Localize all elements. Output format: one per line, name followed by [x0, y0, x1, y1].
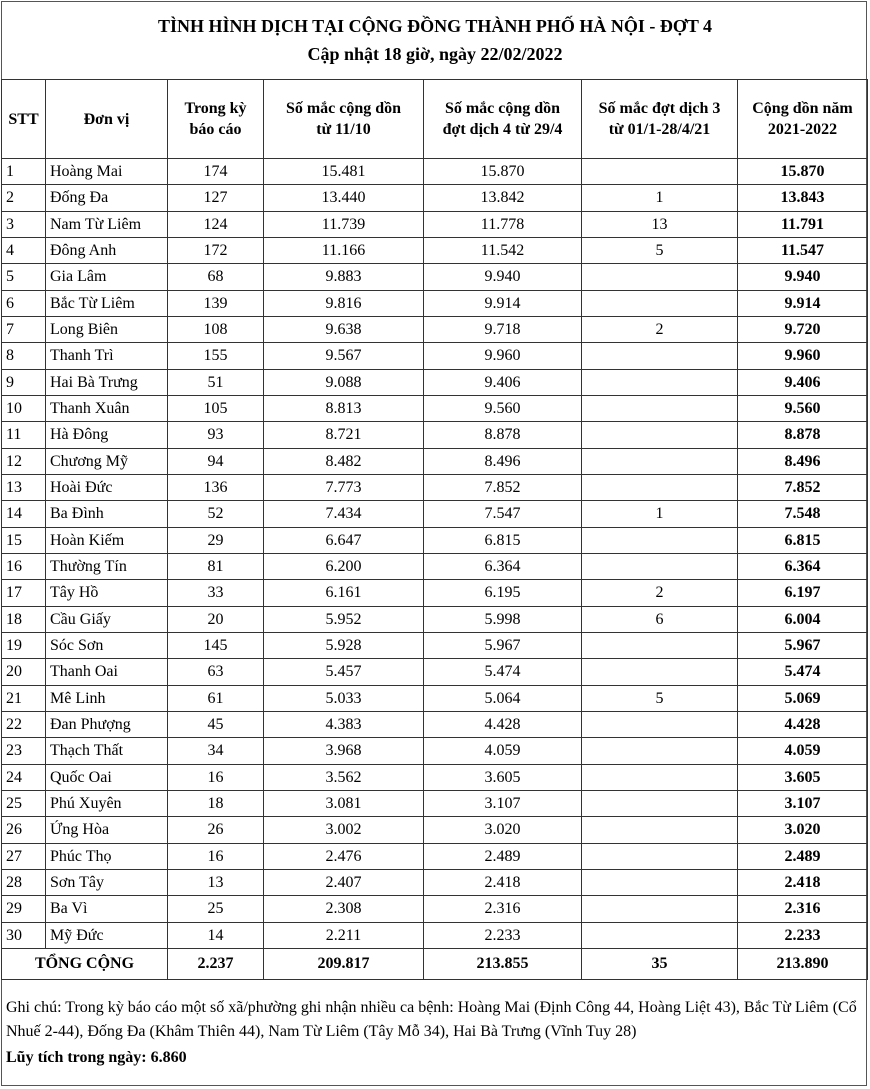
cell-period: 139 — [168, 290, 264, 316]
cell-unit: Ba Đình — [46, 501, 168, 527]
cell-wave4: 3.020 — [424, 817, 582, 843]
cell-stt: 3 — [2, 211, 46, 237]
cell-wave4: 9.406 — [424, 369, 582, 395]
total-label: TỔNG CỘNG — [2, 948, 168, 979]
header-wave3: Số mắc đợt dịch 3 từ 01/1-28/4/21 — [582, 80, 738, 159]
cell-unit: Đông Anh — [46, 237, 168, 263]
table-row — [2, 738, 868, 764]
cell-cumulative: 4.428 — [738, 711, 868, 737]
cell-stt: 16 — [2, 553, 46, 579]
cell-wave3: 2 — [582, 316, 738, 342]
cell-wave3 — [582, 896, 738, 922]
cell-wave4: 7.547 — [424, 501, 582, 527]
cases-table — [1, 79, 868, 980]
cell-period: 61 — [168, 685, 264, 711]
cell-unit: Thanh Trì — [46, 343, 168, 369]
header-row — [2, 80, 868, 159]
cell-period: 81 — [168, 553, 264, 579]
cell-stt: 17 — [2, 580, 46, 606]
cell-cumulative: 3.605 — [738, 764, 868, 790]
cell-since-1110: 9.883 — [264, 264, 424, 290]
cell-period: 20 — [168, 606, 264, 632]
cell-wave4: 8.878 — [424, 422, 582, 448]
cell-unit: Thanh Oai — [46, 659, 168, 685]
cell-unit: Phúc Thọ — [46, 843, 168, 869]
cell-wave4: 11.542 — [424, 237, 582, 263]
cell-cumulative: 6.197 — [738, 580, 868, 606]
cell-period: 155 — [168, 343, 264, 369]
cell-cumulative: 3.020 — [738, 817, 868, 843]
cell-since-1110: 7.434 — [264, 501, 424, 527]
cell-wave3 — [582, 159, 738, 185]
table-row — [2, 395, 868, 421]
cell-period: 108 — [168, 316, 264, 342]
cell-wave3 — [582, 632, 738, 658]
total-period: 2.237 — [168, 948, 264, 979]
cell-wave4: 9.914 — [424, 290, 582, 316]
cell-period: 94 — [168, 448, 264, 474]
table-body — [2, 159, 868, 949]
cell-wave3 — [582, 843, 738, 869]
cell-unit: Hai Bà Trưng — [46, 369, 168, 395]
cell-stt: 23 — [2, 738, 46, 764]
cell-since-1110: 9.567 — [264, 343, 424, 369]
cell-unit: Bắc Từ Liêm — [46, 290, 168, 316]
cell-since-1110: 2.211 — [264, 922, 424, 948]
cell-cumulative: 3.107 — [738, 790, 868, 816]
table-row — [2, 606, 868, 632]
table-row — [2, 501, 868, 527]
cell-stt: 12 — [2, 448, 46, 474]
cell-cumulative: 6.815 — [738, 527, 868, 553]
cell-wave4: 3.107 — [424, 790, 582, 816]
cell-since-1110: 4.383 — [264, 711, 424, 737]
cell-wave3 — [582, 369, 738, 395]
cell-wave4: 5.064 — [424, 685, 582, 711]
cell-stt: 6 — [2, 290, 46, 316]
cell-cumulative: 2.233 — [738, 922, 868, 948]
cell-unit: Phú Xuyên — [46, 790, 168, 816]
cell-cumulative: 7.852 — [738, 474, 868, 500]
cell-unit: Hoàng Mai — [46, 159, 168, 185]
cell-unit: Chương Mỹ — [46, 448, 168, 474]
cell-period: 45 — [168, 711, 264, 737]
cell-wave3: 6 — [582, 606, 738, 632]
cell-wave4: 2.418 — [424, 869, 582, 895]
cell-wave4: 13.842 — [424, 185, 582, 211]
cell-cumulative: 2.489 — [738, 843, 868, 869]
cell-since-1110: 8.482 — [264, 448, 424, 474]
cell-cumulative: 11.547 — [738, 237, 868, 263]
cell-wave3: 5 — [582, 237, 738, 263]
table-row — [2, 422, 868, 448]
cell-stt: 28 — [2, 869, 46, 895]
cell-period: 174 — [168, 159, 264, 185]
cell-period: 18 — [168, 790, 264, 816]
cell-since-1110: 9.638 — [264, 316, 424, 342]
table-row — [2, 817, 868, 843]
cell-since-1110: 2.308 — [264, 896, 424, 922]
cell-since-1110: 6.200 — [264, 553, 424, 579]
table-row — [2, 290, 868, 316]
cell-since-1110: 8.721 — [264, 422, 424, 448]
cell-wave4: 9.718 — [424, 316, 582, 342]
cell-stt: 13 — [2, 474, 46, 500]
cell-stt: 30 — [2, 922, 46, 948]
cell-period: 145 — [168, 632, 264, 658]
cell-unit: Ba Vì — [46, 896, 168, 922]
cell-stt: 1 — [2, 159, 46, 185]
cell-wave3 — [582, 474, 738, 500]
total-row — [2, 948, 868, 979]
cell-unit: Sơn Tây — [46, 869, 168, 895]
cell-cumulative: 8.496 — [738, 448, 868, 474]
cell-wave4: 5.967 — [424, 632, 582, 658]
cell-unit: Sóc Sơn — [46, 632, 168, 658]
cell-wave4: 6.195 — [424, 580, 582, 606]
cell-since-1110: 3.562 — [264, 764, 424, 790]
cell-period: 33 — [168, 580, 264, 606]
cell-unit: Cầu Giấy — [46, 606, 168, 632]
header-unit: Đơn vị — [46, 80, 168, 159]
table-row — [2, 211, 868, 237]
cell-stt: 27 — [2, 843, 46, 869]
cell-cumulative: 11.791 — [738, 211, 868, 237]
header-since-1110: Số mắc cộng dồn từ 11/10 — [264, 80, 424, 159]
cell-unit: Gia Lâm — [46, 264, 168, 290]
cell-wave3 — [582, 659, 738, 685]
footnote: Ghi chú: Trong kỳ báo cáo một số xã/phường ghi nhận nhiều ca bệnh: Hoàng Mai (Định Công 44, Hoàng Liệt 43), Bắc Từ Liêm (Cổ Nhuế 2-44), Đống Đa (Khâm Thiên 44), Nam Từ Liêm (Tây Mỗ 34), Hai Bà Trưng (Vĩnh Tuy 28) — [6, 999, 857, 1040]
cell-wave3 — [582, 711, 738, 737]
cell-wave3: 1 — [582, 501, 738, 527]
header-wave4: Số mắc cộng dồn đợt dịch 4 từ 29/4 — [424, 80, 582, 159]
cell-period: 63 — [168, 659, 264, 685]
cell-since-1110: 6.647 — [264, 527, 424, 553]
cell-stt: 7 — [2, 316, 46, 342]
cell-stt: 14 — [2, 501, 46, 527]
cell-wave3 — [582, 395, 738, 421]
cell-unit: Nam Từ Liêm — [46, 211, 168, 237]
table-row — [2, 474, 868, 500]
cell-wave4: 2.489 — [424, 843, 582, 869]
cell-wave3 — [582, 290, 738, 316]
cell-wave4: 7.852 — [424, 474, 582, 500]
cell-since-1110: 6.161 — [264, 580, 424, 606]
cell-stt: 24 — [2, 764, 46, 790]
table-row — [2, 843, 868, 869]
cell-stt: 9 — [2, 369, 46, 395]
total-since-1110: 209.817 — [264, 948, 424, 979]
cell-unit: Mê Linh — [46, 685, 168, 711]
cell-since-1110: 3.968 — [264, 738, 424, 764]
cell-cumulative: 5.069 — [738, 685, 868, 711]
cell-wave4: 3.605 — [424, 764, 582, 790]
cell-cumulative: 13.843 — [738, 185, 868, 211]
cell-since-1110: 8.813 — [264, 395, 424, 421]
cell-cumulative: 7.548 — [738, 501, 868, 527]
table-row — [2, 264, 868, 290]
total-wave3: 35 — [582, 948, 738, 979]
cell-period: 93 — [168, 422, 264, 448]
cell-since-1110: 5.928 — [264, 632, 424, 658]
cell-cumulative: 15.870 — [738, 159, 868, 185]
cell-wave4: 5.474 — [424, 659, 582, 685]
cell-wave3: 2 — [582, 580, 738, 606]
cell-unit: Mỹ Đức — [46, 922, 168, 948]
cell-cumulative: 5.967 — [738, 632, 868, 658]
cell-since-1110: 5.033 — [264, 685, 424, 711]
cell-since-1110: 11.739 — [264, 211, 424, 237]
cell-wave4: 4.428 — [424, 711, 582, 737]
table-row — [2, 764, 868, 790]
cell-stt: 18 — [2, 606, 46, 632]
cell-since-1110: 13.440 — [264, 185, 424, 211]
cell-unit: Thạch Thất — [46, 738, 168, 764]
cell-wave4: 11.778 — [424, 211, 582, 237]
cell-period: 16 — [168, 764, 264, 790]
cell-since-1110: 2.407 — [264, 869, 424, 895]
cell-wave3 — [582, 527, 738, 553]
cell-wave3 — [582, 869, 738, 895]
cell-wave4: 2.233 — [424, 922, 582, 948]
cell-stt: 11 — [2, 422, 46, 448]
cell-cumulative: 9.960 — [738, 343, 868, 369]
cell-unit: Ứng Hòa — [46, 817, 168, 843]
cell-unit: Đống Đa — [46, 185, 168, 211]
cell-wave4: 4.059 — [424, 738, 582, 764]
cell-wave4: 8.496 — [424, 448, 582, 474]
cell-since-1110: 3.081 — [264, 790, 424, 816]
cell-unit: Hoàn Kiếm — [46, 527, 168, 553]
cell-cumulative: 2.418 — [738, 869, 868, 895]
cell-wave3 — [582, 764, 738, 790]
cell-wave3: 13 — [582, 211, 738, 237]
cell-wave3 — [582, 422, 738, 448]
cell-since-1110: 15.481 — [264, 159, 424, 185]
cell-since-1110: 11.166 — [264, 237, 424, 263]
cell-period: 52 — [168, 501, 264, 527]
table-row — [2, 553, 868, 579]
cell-wave3 — [582, 922, 738, 948]
cell-stt: 4 — [2, 237, 46, 263]
cell-wave3: 1 — [582, 185, 738, 211]
cell-wave4: 9.560 — [424, 395, 582, 421]
cell-stt: 8 — [2, 343, 46, 369]
cell-cumulative: 9.914 — [738, 290, 868, 316]
cell-stt: 15 — [2, 527, 46, 553]
table-row — [2, 343, 868, 369]
cell-since-1110: 5.952 — [264, 606, 424, 632]
cell-cumulative: 9.940 — [738, 264, 868, 290]
cell-cumulative: 2.316 — [738, 896, 868, 922]
cell-period: 127 — [168, 185, 264, 211]
cell-stt: 20 — [2, 659, 46, 685]
cell-stt: 29 — [2, 896, 46, 922]
cell-since-1110: 9.088 — [264, 369, 424, 395]
cell-wave4: 6.364 — [424, 553, 582, 579]
cell-since-1110: 3.002 — [264, 817, 424, 843]
cell-wave4: 5.998 — [424, 606, 582, 632]
table-row — [2, 185, 868, 211]
cell-period: 172 — [168, 237, 264, 263]
table-row — [2, 159, 868, 185]
cell-cumulative: 4.059 — [738, 738, 868, 764]
cell-period: 68 — [168, 264, 264, 290]
cell-wave4: 2.316 — [424, 896, 582, 922]
table-row — [2, 711, 868, 737]
cell-wave4: 15.870 — [424, 159, 582, 185]
cell-stt: 2 — [2, 185, 46, 211]
table-row — [2, 869, 868, 895]
cell-period: 105 — [168, 395, 264, 421]
cell-stt: 5 — [2, 264, 46, 290]
cell-stt: 26 — [2, 817, 46, 843]
cell-wave3 — [582, 343, 738, 369]
header-cumulative: Cộng dồn năm 2021-2022 — [738, 80, 868, 159]
cell-wave3 — [582, 738, 738, 764]
page-subtitle: Cập nhật 18 giờ, ngày 22/02/2022 — [307, 44, 563, 64]
cell-wave3 — [582, 448, 738, 474]
cell-unit: Hoài Đức — [46, 474, 168, 500]
table-row — [2, 316, 868, 342]
table-row — [2, 685, 868, 711]
cell-period: 136 — [168, 474, 264, 500]
page-title: TÌNH HÌNH DỊCH TẠI CỘNG ĐỒNG THÀNH PHỐ HÀ NỘI - ĐỢT 4 — [157, 16, 713, 36]
table-row — [2, 632, 868, 658]
table-row — [2, 790, 868, 816]
cell-period: 13 — [168, 869, 264, 895]
cell-period: 26 — [168, 817, 264, 843]
cell-cumulative: 9.560 — [738, 395, 868, 421]
cell-unit: Tây Hồ — [46, 580, 168, 606]
table-row — [2, 922, 868, 948]
cell-stt: 22 — [2, 711, 46, 737]
cell-period: 25 — [168, 896, 264, 922]
header-period: Trong kỳ báo cáo — [168, 80, 264, 159]
table-row — [2, 369, 868, 395]
cell-stt: 19 — [2, 632, 46, 658]
cell-cumulative: 9.406 — [738, 369, 868, 395]
cell-stt: 10 — [2, 395, 46, 421]
cell-unit: Quốc Oai — [46, 764, 168, 790]
cell-wave3 — [582, 817, 738, 843]
table-row — [2, 237, 868, 263]
cell-cumulative: 8.878 — [738, 422, 868, 448]
daily-total: Lũy tích trong ngày: 6.860 — [6, 1049, 187, 1066]
cell-period: 14 — [168, 922, 264, 948]
cell-unit: Thanh Xuân — [46, 395, 168, 421]
cell-unit: Đan Phượng — [46, 711, 168, 737]
table-row — [2, 580, 868, 606]
cell-wave4: 9.960 — [424, 343, 582, 369]
table-row — [2, 659, 868, 685]
total-cumulative: 213.890 — [738, 948, 868, 979]
cell-period: 34 — [168, 738, 264, 764]
table-row — [2, 527, 868, 553]
cell-wave3 — [582, 264, 738, 290]
cell-since-1110: 9.816 — [264, 290, 424, 316]
cell-stt: 21 — [2, 685, 46, 711]
cell-period: 29 — [168, 527, 264, 553]
cell-cumulative: 9.720 — [738, 316, 868, 342]
cell-wave3 — [582, 553, 738, 579]
cell-since-1110: 7.773 — [264, 474, 424, 500]
header-stt: STT — [2, 80, 46, 159]
cell-period: 51 — [168, 369, 264, 395]
cell-unit: Hà Đông — [46, 422, 168, 448]
cell-wave4: 9.940 — [424, 264, 582, 290]
cell-cumulative: 6.004 — [738, 606, 868, 632]
cell-since-1110: 5.457 — [264, 659, 424, 685]
cell-wave3: 5 — [582, 685, 738, 711]
table-row — [2, 896, 868, 922]
cell-unit: Thường Tín — [46, 553, 168, 579]
cell-period: 124 — [168, 211, 264, 237]
cell-unit: Long Biên — [46, 316, 168, 342]
cell-since-1110: 2.476 — [264, 843, 424, 869]
cell-wave4: 6.815 — [424, 527, 582, 553]
cell-stt: 25 — [2, 790, 46, 816]
cell-wave3 — [582, 790, 738, 816]
cell-cumulative: 6.364 — [738, 553, 868, 579]
cell-period: 16 — [168, 843, 264, 869]
table-row — [2, 448, 868, 474]
total-wave4: 213.855 — [424, 948, 582, 979]
cell-cumulative: 5.474 — [738, 659, 868, 685]
